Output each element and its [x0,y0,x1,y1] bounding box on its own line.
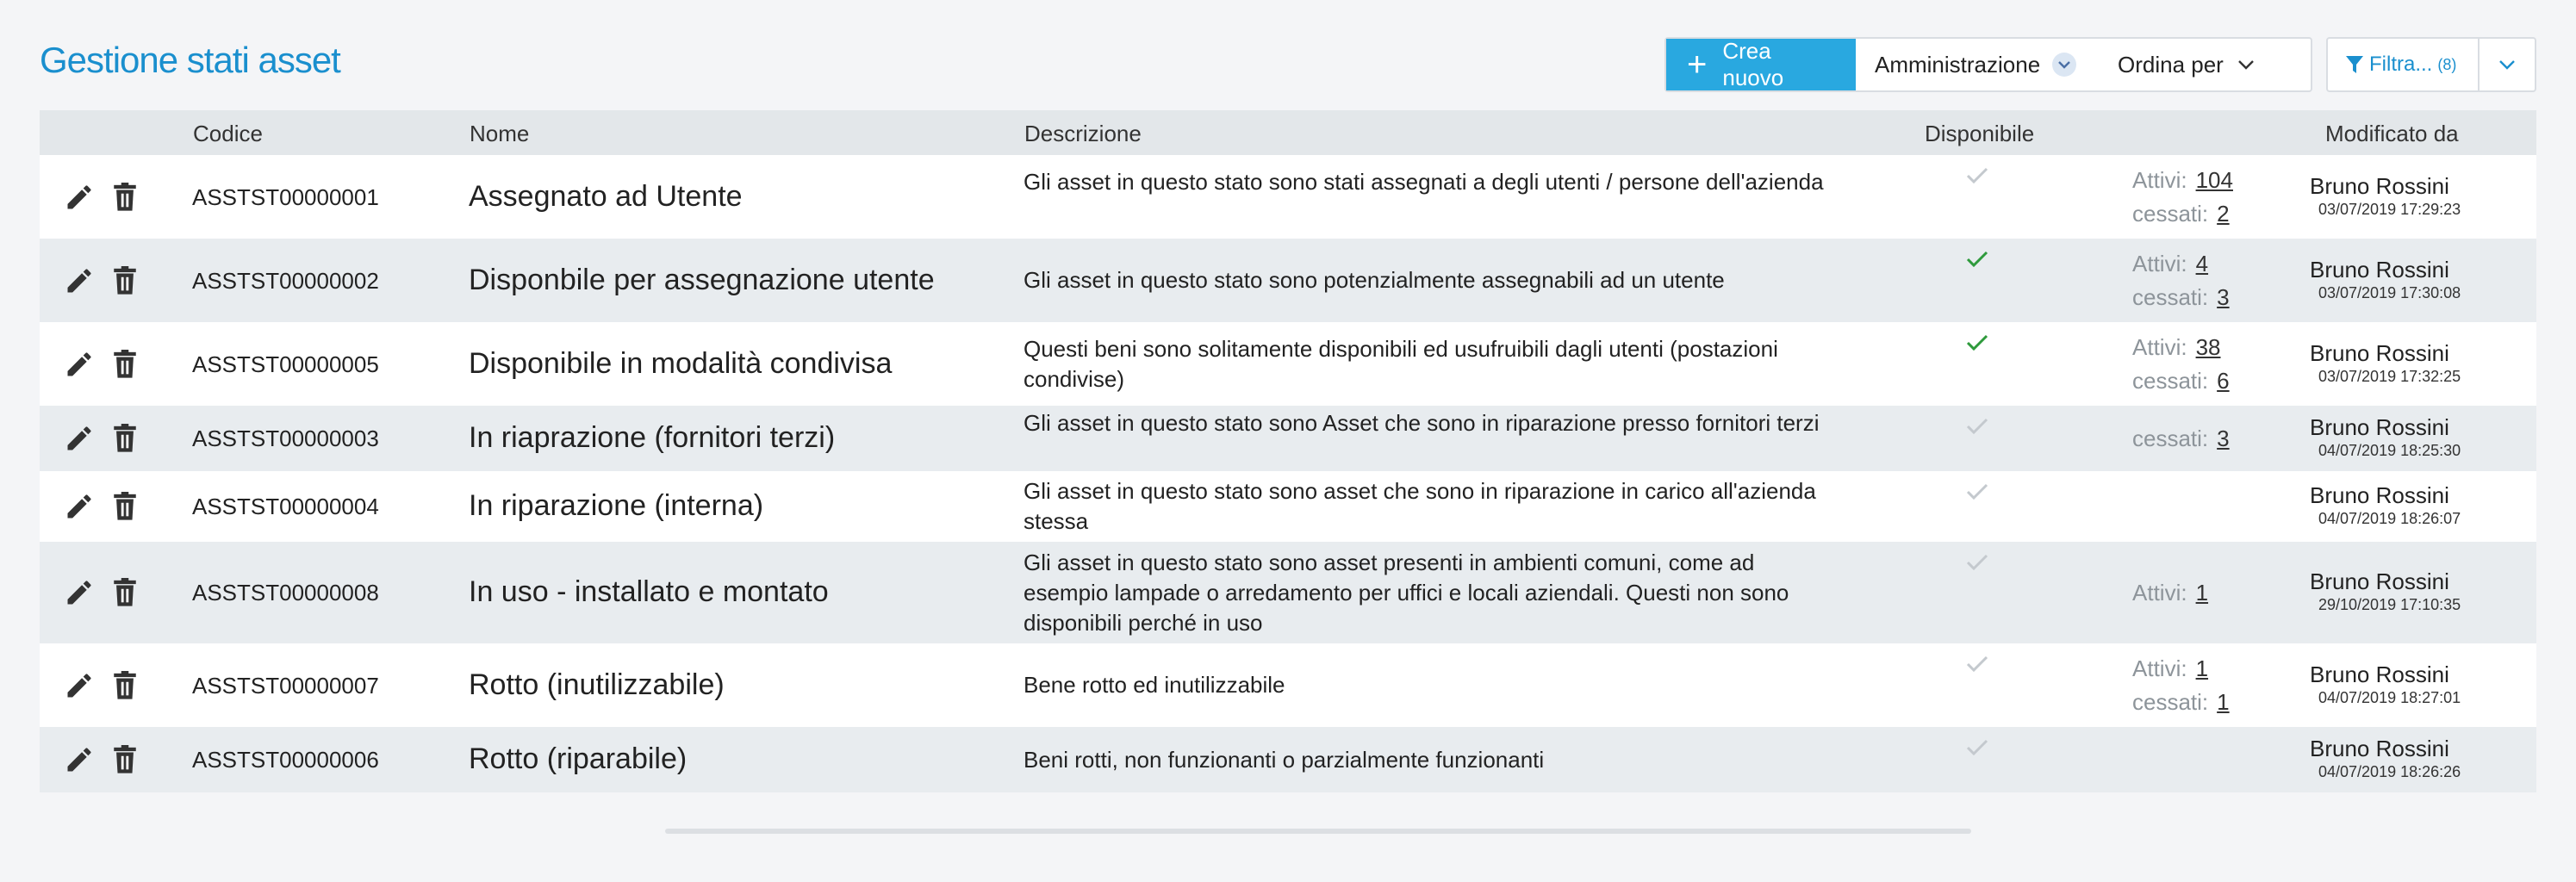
active-label: Attivi: [2132,333,2187,360]
row-description: Gli asset in questo stato sono potenzialmente assegnabili ad un utente [1024,267,1725,293]
available-check-icon [1966,164,1988,190]
modified-user: Bruno Rossini [2310,256,2449,283]
edit-icon[interactable] [64,265,95,302]
ceased-count-line [2132,364,2230,398]
table-row[interactable] [40,155,2536,239]
modified-user: Bruno Rossini [2310,482,2449,508]
active-count-link[interactable]: 1 [2195,655,2209,681]
row-name[interactable]: Disponbile per assegnazione utente [469,263,935,296]
ceased-count-link[interactable]: 6 [2217,367,2230,394]
row-actions [64,670,138,707]
main-button-group [1664,37,2312,92]
active-label: Attivi: [2132,250,2187,276]
active-count-line [2132,247,2230,281]
row-modified [2310,482,2461,529]
create-new-label: Crea nuovo [1722,38,1784,90]
chevron-down-icon [2237,59,2255,70]
row-description: Gli asset in questo stato sono asset presenti in ambienti comuni, come ad esempio lampade o arredamento per uffici e locali aziendali. Questi non sono disponibili perché in uso [1024,549,1789,636]
ceased-count-link[interactable]: 2 [2217,200,2230,227]
create-new-button[interactable] [1666,39,1856,90]
row-description: Questi beni sono solitamente disponibili ed usufruibili dagli utenti (postazioni condivise) [1024,335,1778,392]
row-modified [2310,340,2461,387]
modified-date: 04/07/2019 18:26:07 [2318,510,2461,527]
row-code: ASSTST00000006 [192,747,379,773]
modified-user: Bruno Rossini [2310,172,2449,199]
ceased-label: cessati: [2132,688,2209,715]
filter-button[interactable] [2328,39,2480,90]
active-label: Attivi: [2132,655,2187,681]
delete-icon[interactable] [112,492,138,527]
row-modified [2310,173,2461,220]
table-row[interactable] [40,542,2536,643]
available-check-icon [1966,652,1988,679]
ceased-count-line [2132,281,2230,314]
delete-icon[interactable] [112,266,138,301]
row-actions [64,491,138,528]
row-modified [2310,414,2461,461]
row-actions [64,577,138,614]
horizontal-scrollbar[interactable] [665,829,1971,834]
header-modified-by[interactable]: Modificato da [2325,121,2459,146]
row-description: Gli asset in questo stato sono asset che sono in riparazione in carico all'azienda stessa [1024,478,1816,534]
active-count-link[interactable]: 38 [2195,333,2221,360]
row-code: ASSTST00000002 [192,267,379,294]
available-check-icon [1966,247,1988,274]
ceased-label: cessati: [2132,425,2209,451]
row-description: Beni rotti, non funzionanti o parzialmente funzionanti [1024,746,1545,773]
filter-count: (8) [2437,55,2457,73]
available-check-icon [1966,331,1988,357]
available-check-icon [1966,550,1988,577]
chevron-down-icon [2498,59,2516,70]
row-name[interactable]: In riaprazione (fornitori terzi) [469,421,836,454]
edit-icon[interactable] [64,182,95,219]
filter-button-group [2326,37,2536,92]
edit-icon[interactable] [64,670,95,707]
row-name[interactable]: Rotto (inutilizzabile) [469,668,725,701]
row-modified [2310,662,2461,708]
delete-icon[interactable] [112,424,138,459]
table-body [40,155,2536,792]
active-count-line [2132,331,2230,364]
ceased-label: cessati: [2132,367,2209,394]
modified-user: Bruno Rossini [2310,568,2449,594]
available-check-icon [1966,480,1988,506]
administration-label: Amministrazione [1875,51,2041,78]
modified-date: 04/07/2019 18:27:01 [2318,688,2461,706]
active-count-line [2132,576,2208,610]
edit-icon[interactable] [64,491,95,528]
modified-user: Bruno Rossini [2310,736,2449,761]
ceased-label: cessati: [2132,283,2209,310]
page-title: Gestione stati asset [40,40,340,80]
delete-icon[interactable] [112,183,138,218]
asset-states-table [40,110,2536,792]
ceased-count-link[interactable]: 1 [2217,688,2230,715]
table-row[interactable] [40,643,2536,727]
row-description: Gli asset in questo stato sono stati assegnati a degli utenti / persone dell'azienda [1024,168,1824,195]
row-counts [2132,652,2230,719]
edit-icon[interactable] [64,423,95,460]
active-label: Attivi: [2132,579,2187,606]
row-actions [64,265,138,302]
filter-icon [2345,54,2364,75]
ceased-label: cessati: [2132,200,2209,227]
row-counts [2132,164,2233,231]
ceased-count-line [2132,197,2233,231]
ceased-count-line [2132,422,2230,456]
available-check-icon [1966,414,1988,441]
modified-date: 04/07/2019 18:25:30 [2318,442,2461,459]
modified-date: 29/10/2019 17:10:35 [2318,596,2461,613]
table-header [40,110,2536,155]
table-row[interactable] [40,406,2536,471]
edit-icon[interactable] [64,744,95,781]
row-counts [2132,576,2208,610]
row-actions [64,349,138,386]
order-by-dropdown[interactable] [2099,39,2311,90]
active-count-link[interactable]: 104 [2195,166,2233,193]
row-name[interactable]: In uso - installato e montato [469,575,829,608]
row-counts [2132,247,2230,314]
ceased-count-link[interactable]: 3 [2217,283,2230,310]
modified-date: 03/07/2019 17:29:23 [2318,200,2461,218]
filter-label: Filtra... [2369,53,2433,76]
ceased-count-link[interactable]: 3 [2217,425,2230,451]
active-count-link[interactable]: 4 [2195,250,2209,276]
delete-icon[interactable] [112,745,138,780]
row-code: ASSTST00000008 [192,580,379,606]
row-code: ASSTST00000007 [192,672,379,699]
header-available[interactable]: Disponibile [1925,121,2035,146]
header-description[interactable]: Descrizione [1024,121,1142,146]
row-counts [2132,331,2230,398]
row-name[interactable]: Assegnato ad Utente [469,179,743,213]
row-modified [2310,736,2461,782]
table-row[interactable] [40,471,2536,542]
row-name[interactable]: Disponibile in modalità condivisa [469,346,893,380]
active-count-link[interactable]: 1 [2195,579,2209,606]
active-count-line [2132,164,2233,197]
row-code: ASSTST00000001 [192,183,379,210]
table-row[interactable] [40,239,2536,322]
table-row[interactable] [40,727,2536,792]
plus-icon: + [1687,46,1708,84]
row-modified [2310,568,2461,615]
order-by-label: Ordina per [2118,51,2224,78]
active-count-line [2132,652,2230,686]
row-actions [64,182,138,219]
ceased-count-line [2132,686,2230,719]
active-label: Attivi: [2132,166,2187,193]
modified-user: Bruno Rossini [2310,339,2449,366]
modified-date: 03/07/2019 17:30:08 [2318,283,2461,301]
modified-user: Bruno Rossini [2310,414,2449,440]
delete-icon[interactable] [112,578,138,613]
modified-date: 04/07/2019 18:26:26 [2318,763,2461,780]
chevron-down-icon [2052,53,2076,77]
delete-icon[interactable] [112,350,138,385]
header-code[interactable]: Codice [193,121,263,146]
row-description: Bene rotto ed inutilizzabile [1024,672,1285,698]
row-code: ASSTST00000005 [192,351,379,377]
filter-options-button[interactable] [2480,39,2535,90]
modified-date: 03/07/2019 17:32:25 [2318,367,2461,385]
modified-user: Bruno Rossini [2310,661,2449,687]
row-counts [2132,422,2230,456]
row-actions [64,423,138,460]
row-actions [64,744,138,781]
available-check-icon [1966,736,1988,762]
row-description: Gli asset in questo stato sono Asset che sono in riparazione presso fornitori terzi [1024,410,1820,436]
administration-dropdown[interactable] [1856,39,2099,90]
edit-icon[interactable] [64,349,95,386]
row-code: ASSTST00000003 [192,425,379,451]
row-modified [2310,257,2461,303]
delete-icon[interactable] [112,671,138,706]
edit-icon[interactable] [64,577,95,614]
toolbar [1664,37,2536,92]
header-name[interactable]: Nome [470,121,530,146]
row-code: ASSTST00000004 [192,494,379,519]
table-row[interactable] [40,322,2536,406]
row-name[interactable]: Rotto (riparabile) [469,742,688,775]
row-name[interactable]: In riparazione (interna) [469,489,764,522]
